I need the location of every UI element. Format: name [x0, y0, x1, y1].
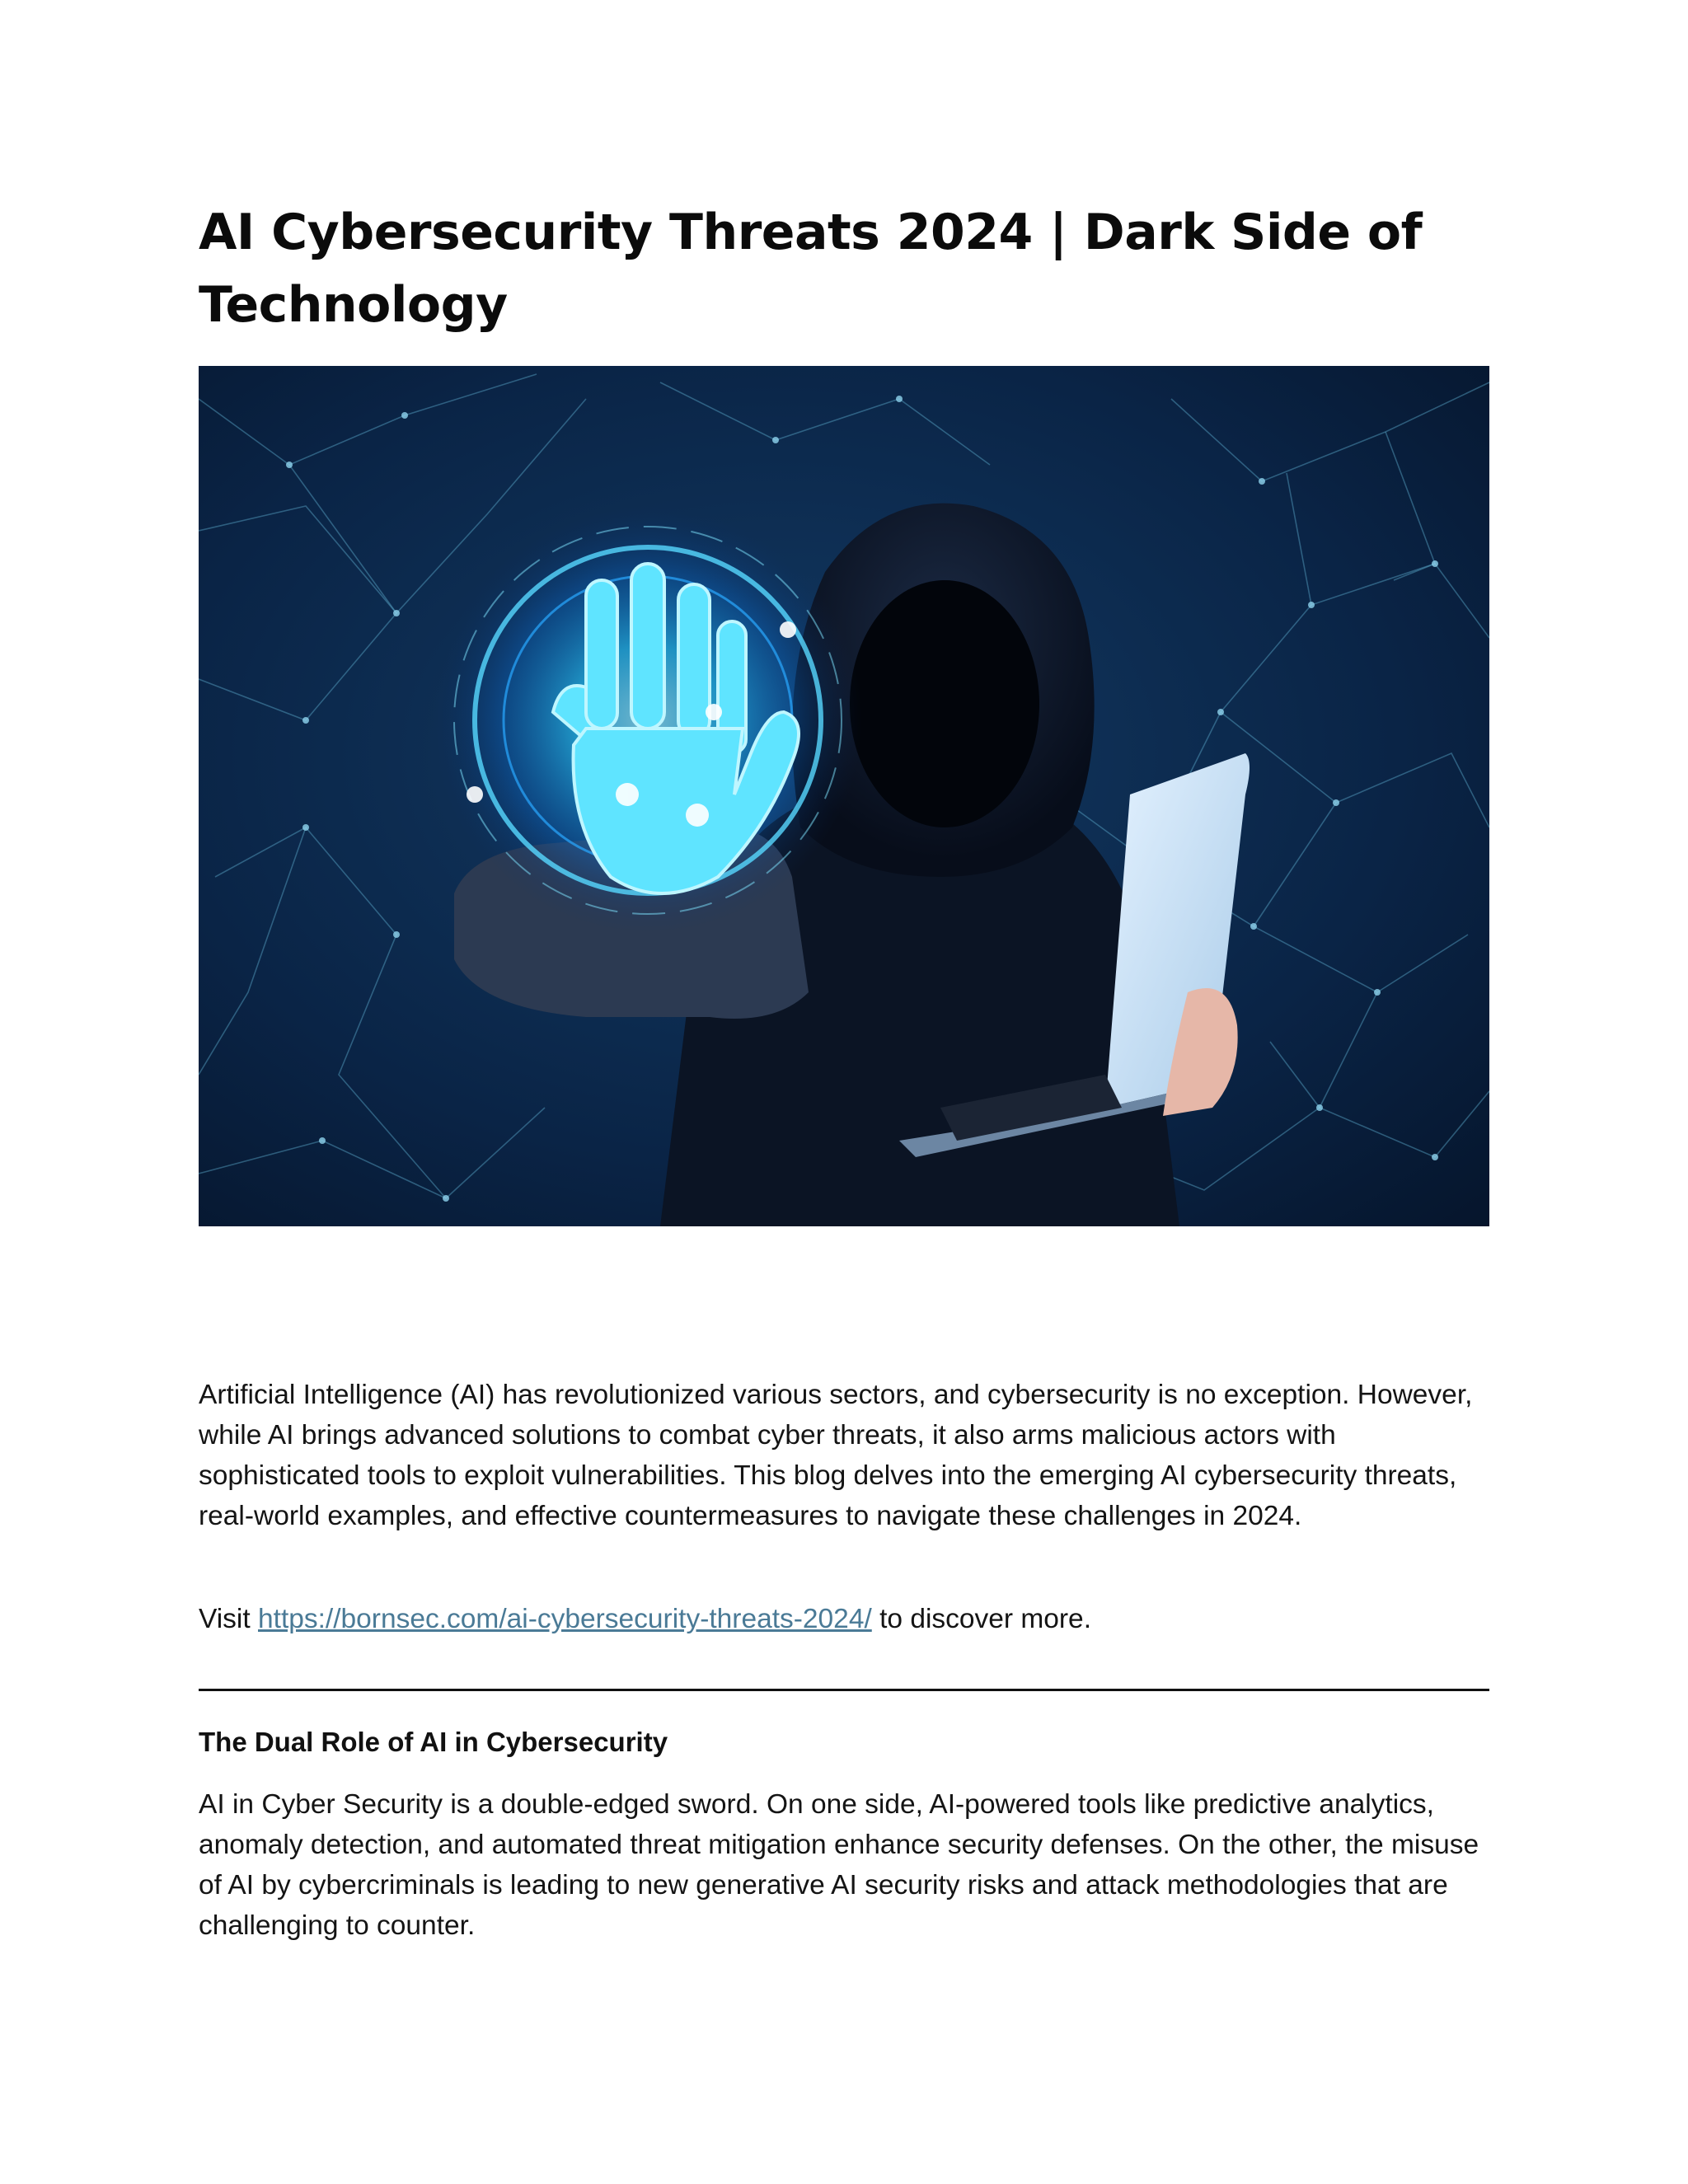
visit-line	[199, 1599, 1489, 1639]
intro-paragraph: Artificial Intelligence (AI) has revolutionized various sectors, and cybersecurity is no exception. However, while AI brings advanced solutions to combat cyber threats, it also arms malicious actors with sophisticated tools to exploit vulnerabilities. This blog delves into the emerging AI cybersecurity threats, real-world examples, and effective countermeasures to navigate these challenges in 2024.	[199, 1380, 1473, 1531]
section-paragraph: AI in Cyber Security is a double-edged sword. On one side, AI-powered tools like predictive analytics, anomaly detection, and automated threat mitigation enhance security defenses. On the other, the misuse of AI by cybercriminals is leading to new generative AI security risks and attack methodologies that are challenging to counter.	[199, 1789, 1479, 1941]
page-title: AI Cybersecurity Threats 2024 | Dark Side of Technology	[199, 204, 1423, 334]
hero-image	[199, 366, 1489, 1226]
visit-suffix: to discover more.	[871, 1604, 1091, 1634]
article-link[interactable]: https://bornsec.com/ai-cybersecurity-threats-2024/	[258, 1604, 872, 1634]
section-divider	[199, 1689, 1489, 1691]
section-heading: The Dual Role of AI in Cybersecurity	[199, 1727, 668, 1757]
visit-prefix: Visit	[199, 1604, 258, 1634]
hooded-hacker-illustration	[199, 366, 1489, 1226]
